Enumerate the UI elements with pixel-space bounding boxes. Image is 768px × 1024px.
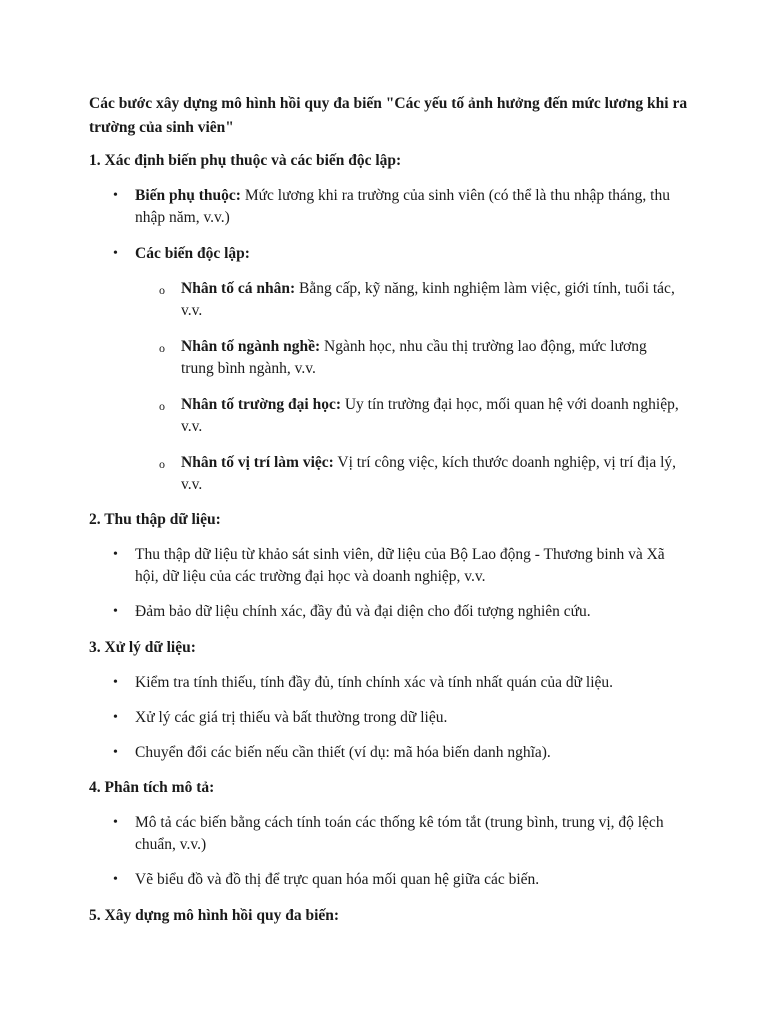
bullet-ensure-data-quality: • Đảm bảo dữ liệu chính xác, đầy đủ và đại diện cho đối tượng nghiên cứu. — [135, 601, 683, 623]
document-title: Các bước xây dựng mô hình hồi quy đa biến "Các yếu tố ảnh hưởng đến mức lương khi ra trường của sinh viên" — [89, 95, 688, 136]
sub-item-text: Ngành học, nhu cầu thị trường lao động, mức lương trung bình ngành, v.v. — [181, 338, 647, 377]
section-1-heading: 1. Xác định biến phụ thuộc và các biến độc lập: — [89, 152, 402, 169]
bullet-label: Biến phụ thuộc: — [135, 187, 241, 204]
sub-item-industry-factors — [181, 336, 681, 380]
bullet-collect-data: • Thu thập dữ liệu từ khảo sát sinh viên, dữ liệu của Bộ Lao động - Thương binh và Xã hội, dữ liệu của các trường đại học và doanh nghiệp, v.v. — [135, 544, 683, 588]
sub-item-job-position-factors — [181, 452, 681, 496]
bullet-check-data: • Kiểm tra tính thiếu, tính đầy đủ, tính chính xác và tính nhất quán của dữ liệu. — [135, 672, 683, 694]
section-2-heading: 2. Thu thập dữ liệu: — [89, 511, 221, 528]
sub-item-text: Vị trí công việc, kích thước doanh nghiệp, vị trí địa lý, v.v. — [181, 454, 677, 493]
section-3-heading: 3. Xử lý dữ liệu: — [89, 639, 196, 656]
bullet-independent-variables — [135, 243, 683, 265]
sub-item-text: Bằng cấp, kỹ năng, kinh nghiệm làm việc, giới tính, tuổi tác, v.v. — [181, 280, 675, 319]
bullet-text: Mức lương khi ra trường của sinh viên (có thể là thu nhập tháng, thu nhập năm, v.v.) — [135, 187, 670, 226]
bullet-handle-missing: • Xử lý các giá trị thiếu và bất thường trong dữ liệu. — [135, 707, 683, 729]
sub-item-label: Nhân tố ngành nghề: — [181, 338, 321, 355]
section-4-heading: 4. Phân tích mô tả: — [89, 779, 215, 796]
bullet-describe-variables: • Mô tả các biến bằng cách tính toán các thống kê tóm tắt (trung bình, trung vị, độ lệch chuẩn, v.v.) — [135, 812, 683, 856]
bullet-label: Các biến độc lập: — [135, 245, 250, 262]
sub-item-personal-factors — [181, 278, 681, 322]
sub-item-label: Nhân tố trường đại học: — [181, 396, 341, 413]
sub-item-label: Nhân tố vị trí làm việc: — [181, 454, 334, 471]
sub-item-university-factors — [181, 394, 681, 438]
bullet-transform-variables: • Chuyển đổi các biến nếu cần thiết (ví dụ: mã hóa biến danh nghĩa). — [135, 742, 683, 764]
sub-item-label: Nhân tố cá nhân: — [181, 280, 296, 297]
section-5-heading: 5. Xây dựng mô hình hồi quy đa biến: — [89, 907, 340, 924]
sub-item-text: Uy tín trường đại học, mối quan hệ với doanh nghiệp, v.v. — [181, 396, 679, 435]
bullet-dependent-variable — [135, 185, 683, 229]
bullet-draw-charts: • Vẽ biểu đồ và đồ thị để trực quan hóa mối quan hệ giữa các biến. — [135, 869, 683, 891]
